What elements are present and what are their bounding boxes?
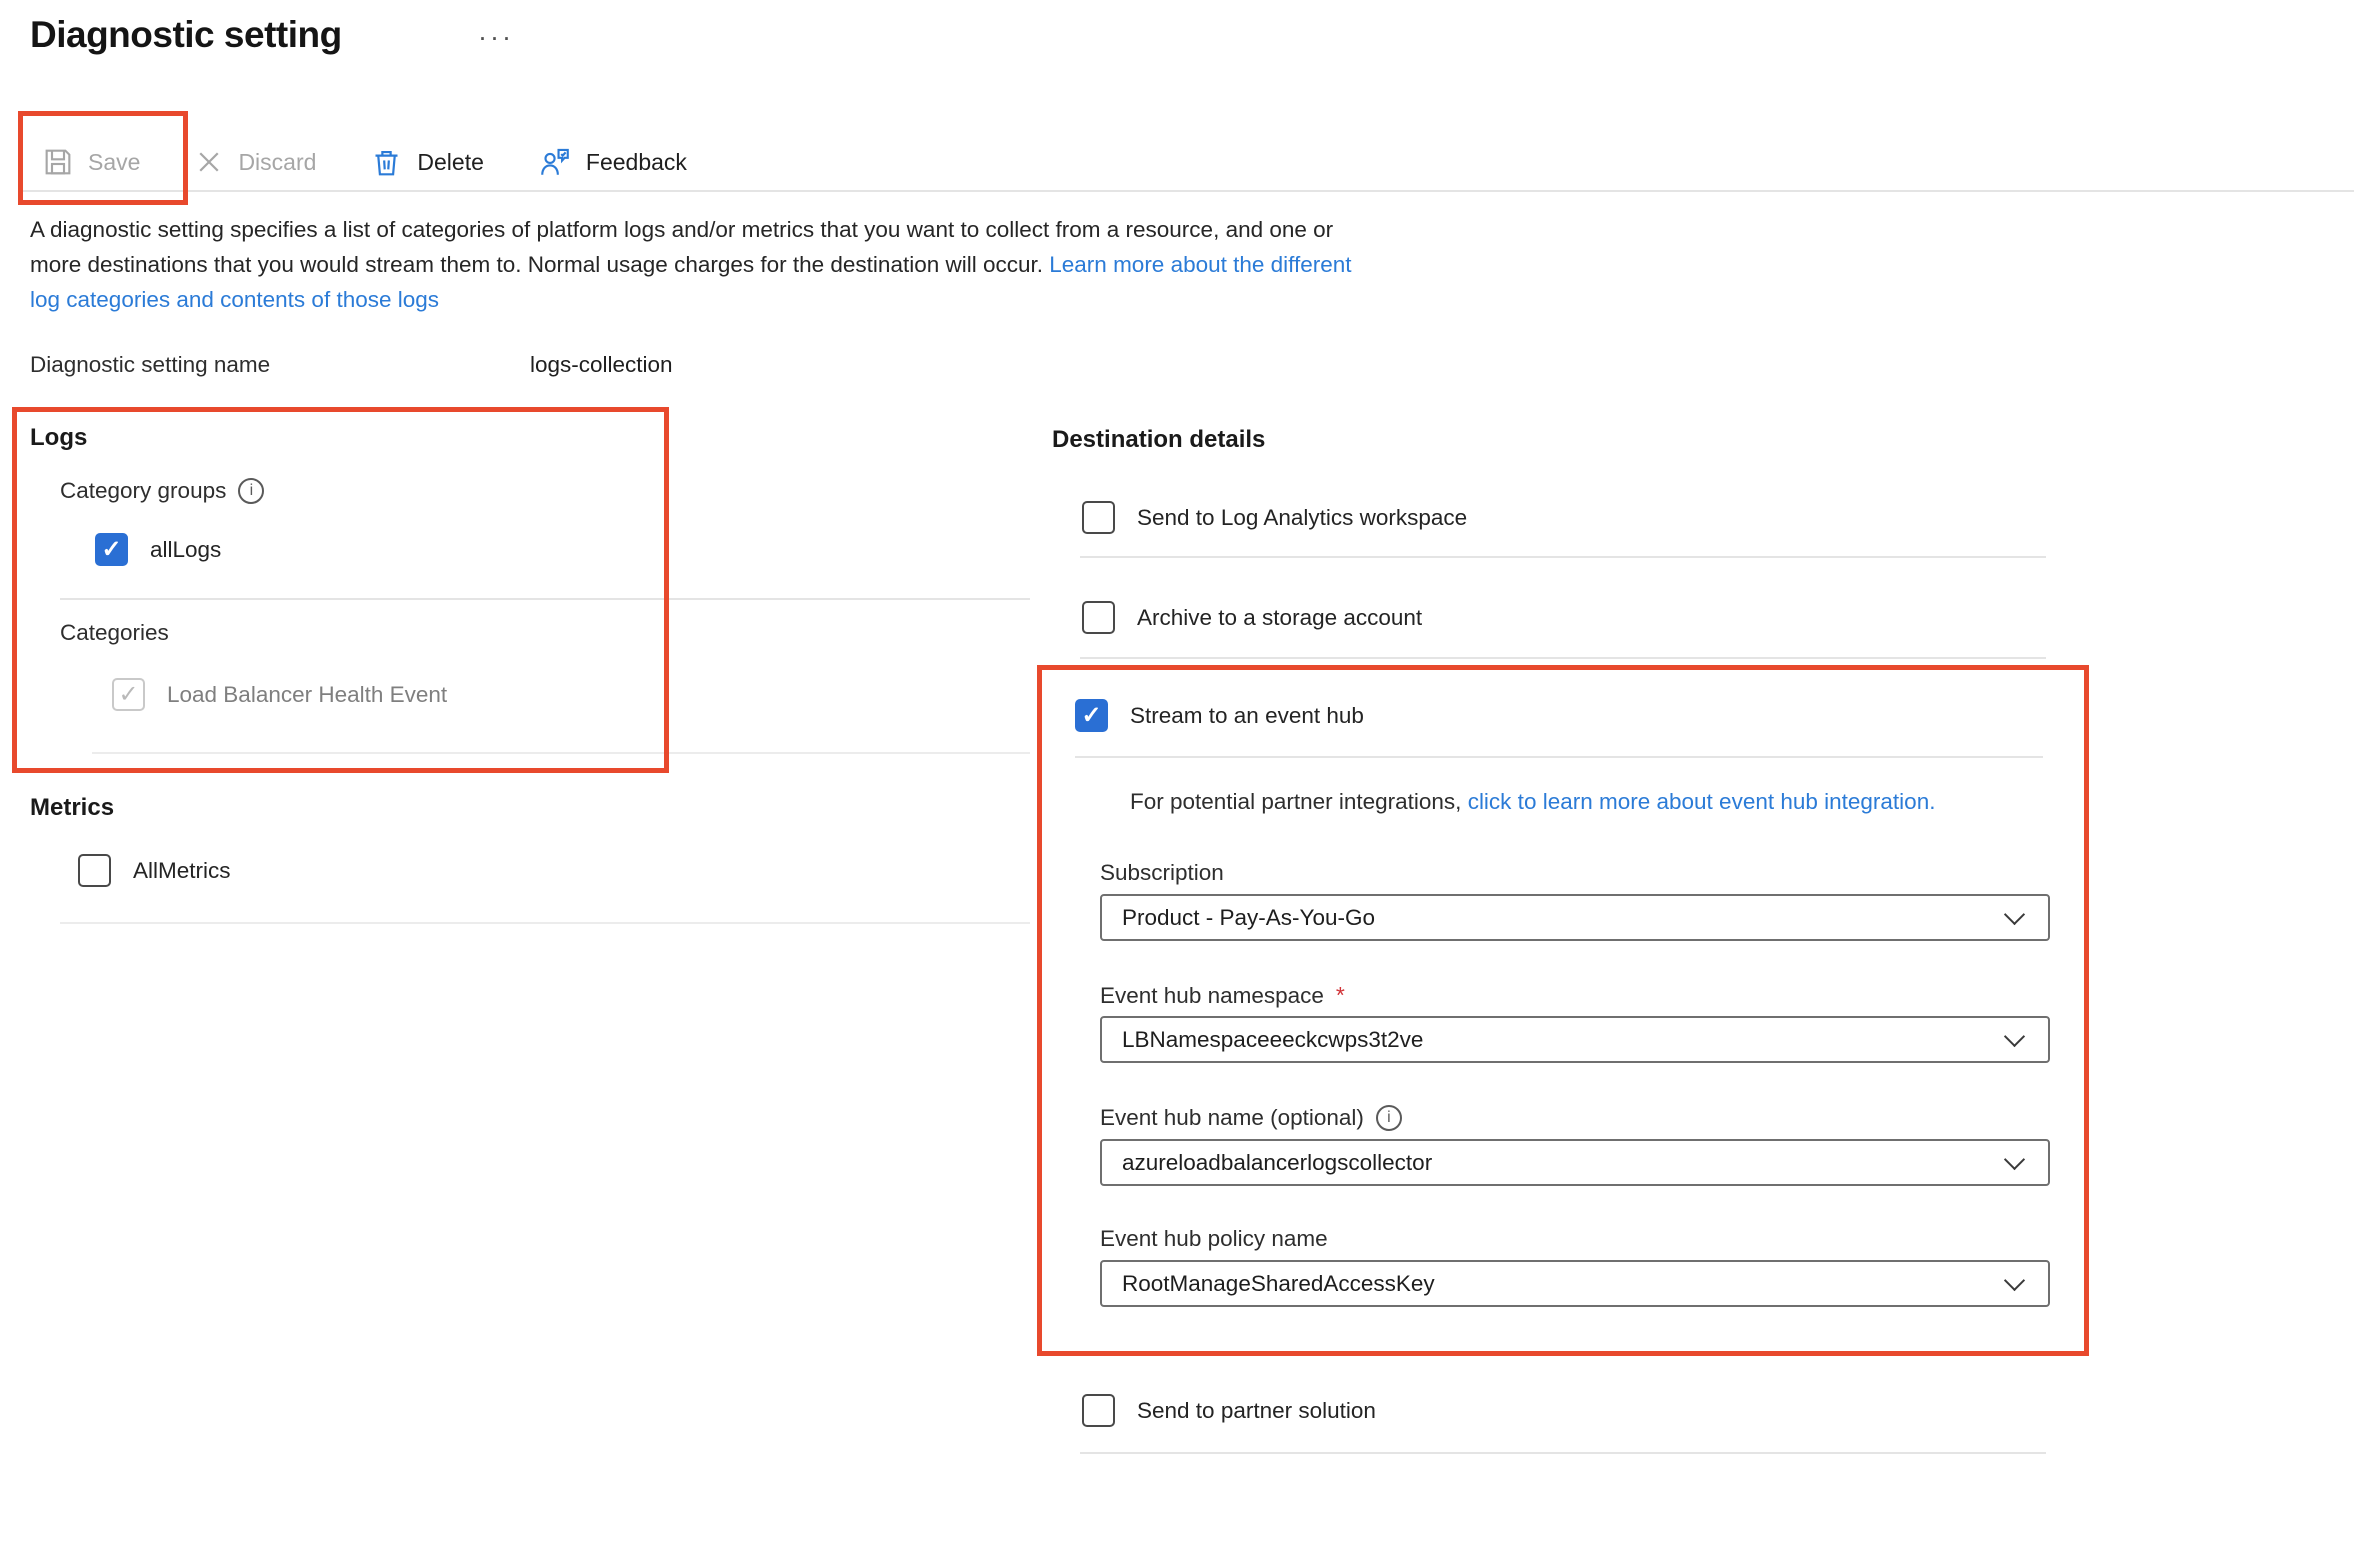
alllogs-checkbox[interactable] xyxy=(95,533,128,566)
subscription-value: Product - Pay-As-You-Go xyxy=(1122,904,1376,930)
allmetrics-checkbox[interactable] xyxy=(78,854,111,887)
log-analytics-label: Send to Log Analytics workspace xyxy=(1137,504,1468,530)
divider xyxy=(1080,556,2046,558)
hub-name-label-row xyxy=(1100,1105,1402,1131)
hub-name-value: azureloadbalancerlogscollector xyxy=(1122,1149,1433,1175)
category-groups-row xyxy=(60,478,264,504)
logs-heading: Logs xyxy=(30,424,88,451)
partner-note-text: For potential partner integrations, xyxy=(1130,789,1468,814)
subscription-label: Subscription xyxy=(1100,860,1224,885)
discard-button[interactable] xyxy=(194,147,316,177)
intro-text: A diagnostic setting specifies a list of categories of platform logs and/or metrics that you want to collect from a resource, and one or more destinations that you would stream them to. Normal usage charges for the destination will occur. xyxy=(30,217,1334,277)
info-icon[interactable] xyxy=(238,478,264,504)
feedback-label: Feedback xyxy=(585,148,687,175)
lb-health-event-row xyxy=(112,678,447,711)
event-hub-label: Stream to an event hub xyxy=(1130,702,1364,728)
check-icon: ✓ xyxy=(101,535,122,563)
more-options-button[interactable]: ··· xyxy=(478,22,514,52)
storage-label: Archive to a storage account xyxy=(1137,604,1423,630)
discard-label: Discard xyxy=(238,148,317,175)
policy-select[interactable] xyxy=(1100,1260,2050,1307)
namespace-select[interactable] xyxy=(1100,1016,2050,1063)
category-groups-label: Category groups xyxy=(60,478,227,503)
page-title: Diagnostic setting xyxy=(30,14,342,55)
close-icon xyxy=(194,147,224,177)
lb-health-event-checkbox xyxy=(112,678,145,711)
policy-value: RootManageSharedAccessKey xyxy=(1122,1270,1435,1296)
annotation-box-logs xyxy=(12,407,669,773)
namespace-value: LBNamespaceeeckcwps3t2ve xyxy=(1122,1026,1424,1052)
info-icon[interactable] xyxy=(1376,1105,1402,1131)
info-glyph: i xyxy=(249,482,254,499)
partner-solution-checkbox[interactable] xyxy=(1082,1394,1115,1427)
storage-checkbox[interactable] xyxy=(1082,601,1115,634)
setting-name-value: logs-collection xyxy=(530,352,673,377)
save-icon xyxy=(42,146,74,178)
check-icon: ✓ xyxy=(118,680,139,708)
delete-label: Delete xyxy=(417,148,484,175)
divider xyxy=(60,922,1030,924)
subscription-select[interactable] xyxy=(1100,894,2050,941)
partner-solution-label: Send to partner solution xyxy=(1137,1397,1376,1423)
partner-note xyxy=(1130,789,1935,815)
partner-solution-row xyxy=(1082,1394,1376,1427)
divider xyxy=(92,752,1030,754)
setting-name-label: Diagnostic setting name xyxy=(30,352,271,377)
check-icon: ✓ xyxy=(1081,701,1102,729)
log-analytics-checkbox[interactable] xyxy=(1082,501,1115,534)
chevron-down-icon xyxy=(2004,1026,2025,1047)
learn-more-link[interactable]: Learn more about the different log categories and contents of those logs xyxy=(30,252,1352,312)
namespace-label-row xyxy=(1100,982,1345,1009)
annotation-box-event-hub xyxy=(1037,665,2089,1356)
alllogs-row xyxy=(95,533,221,566)
hub-name-label: Event hub name (optional) xyxy=(1100,1105,1364,1130)
event-hub-checkbox[interactable] xyxy=(1075,699,1108,732)
divider xyxy=(1080,657,2046,659)
feedback-person-icon xyxy=(538,145,572,179)
allmetrics-row xyxy=(78,854,231,887)
lb-health-event-label: Load Balancer Health Event xyxy=(167,681,448,707)
chevron-down-icon xyxy=(2004,904,2025,925)
policy-label: Event hub policy name xyxy=(1100,1226,1328,1251)
metrics-heading: Metrics xyxy=(30,794,115,821)
event-hub-integration-link[interactable]: click to learn more about event hub integration. xyxy=(1467,789,1936,814)
divider xyxy=(60,598,1030,600)
save-button[interactable] xyxy=(42,146,140,178)
delete-button[interactable] xyxy=(370,146,483,179)
divider xyxy=(1075,756,2043,758)
info-glyph: i xyxy=(1387,1109,1391,1126)
alllogs-label: allLogs xyxy=(150,536,222,562)
destination-details-heading: Destination details xyxy=(1052,426,1266,453)
required-asterisk: * xyxy=(1335,982,1345,1008)
event-hub-row xyxy=(1075,699,1364,732)
log-analytics-row xyxy=(1082,501,1467,534)
categories-label: Categories xyxy=(60,620,169,645)
trash-icon xyxy=(370,146,403,179)
allmetrics-label: AllMetrics xyxy=(133,857,231,883)
intro-paragraph xyxy=(30,212,1375,317)
storage-row xyxy=(1082,601,1422,634)
hub-name-select[interactable] xyxy=(1100,1139,2050,1186)
chevron-down-icon xyxy=(2004,1149,2025,1170)
namespace-label: Event hub namespace xyxy=(1100,982,1324,1008)
feedback-button[interactable] xyxy=(538,145,687,179)
toolbar-divider xyxy=(20,190,2354,192)
save-label: Save xyxy=(88,148,141,175)
chevron-down-icon xyxy=(2004,1270,2025,1291)
divider xyxy=(1080,1452,2046,1454)
toolbar xyxy=(42,134,687,190)
